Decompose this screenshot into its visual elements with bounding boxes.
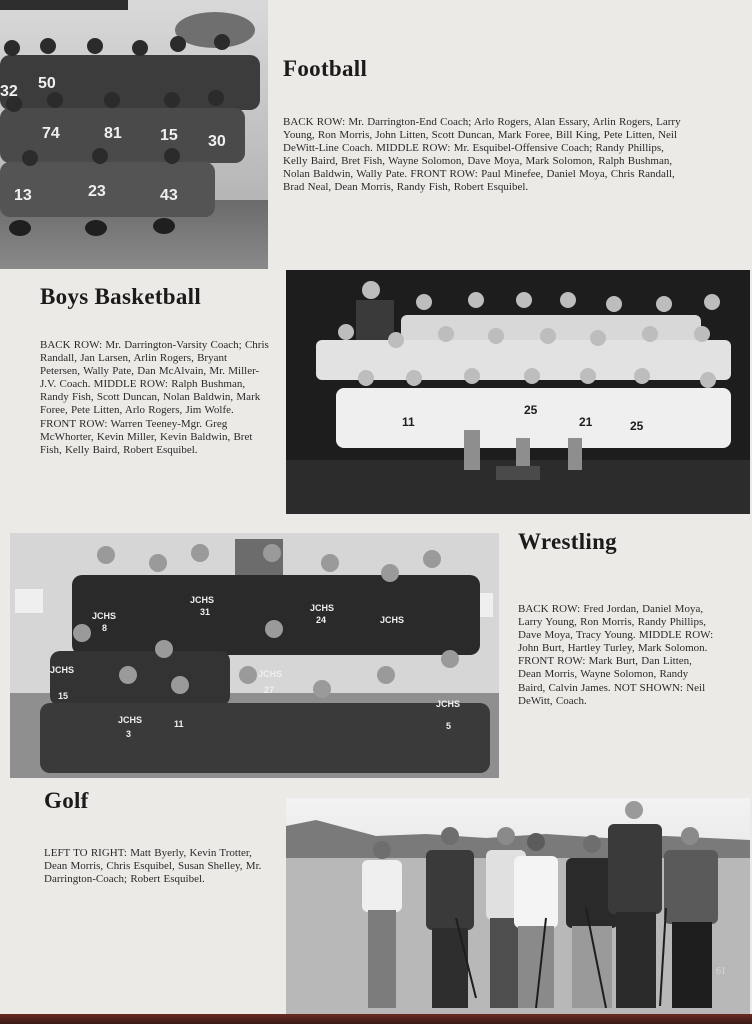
shirt-print: JCHS [436, 699, 461, 709]
basketball-caption: BACK ROW: Mr. Darrington-Varsity Coach; Chris Randall, Jan Larsen, Arlin Rogers, Bryant Petersen, Wally Pate, Dan McAlvain, Mr. Miller-J.V. Coach. MIDDLE ROW: Ralph Bushman, Randy Fish, Scott Duncan, Nolan Baldwin, Mark Foree, Pete Litten, Arlo Rogers, Jim Wolfe. FRONT ROW: Warren Teeney-Mgr. Greg McWhorter, Kevin Miller, Kevin Baldwin, Bret Fish, Kelly Baird, Robert Esquibel. [40, 339, 269, 456]
shirt-number: 5 [446, 721, 452, 731]
shirt-print: JCHS [92, 611, 117, 621]
shirt-print: JCHS [50, 665, 75, 675]
shirt-print: JCHS [310, 603, 335, 613]
page-bottom-edge [0, 1014, 752, 1024]
jersey-number: 25 [524, 403, 538, 417]
football-heading: Football [283, 56, 368, 81]
jersey-number: 74 [42, 125, 60, 142]
shirt-number: 31 [200, 607, 211, 617]
wrestling-heading: Wrestling [518, 529, 617, 554]
basketball-heading: Boys Basketball [40, 284, 202, 309]
shirt-print: JCHS [380, 615, 405, 625]
shirt-print: JCHS [258, 669, 283, 679]
golf-caption: LEFT TO RIGHT: Matt Byerly, Kevin Trotter, Dean Morris, Chris Esquibel, Susan Shelley, Mr. Darrington-Coach; Robert Esquibel. [44, 847, 262, 886]
shirt-number: 24 [316, 615, 327, 625]
shirt-number: 15 [58, 691, 69, 701]
jersey-number: 30 [208, 133, 226, 150]
jersey-number: 43 [160, 187, 178, 204]
jersey-number: 81 [104, 125, 122, 142]
shirt-number: 11 [174, 719, 184, 729]
golf-heading: Golf [44, 788, 89, 813]
wrestling-team-photo [10, 533, 499, 778]
wrestling-caption: BACK ROW: Fred Jordan, Daniel Moya, Larry Young, Ron Morris, Randy Phillips, Dave Moya, Tracy Young. MIDDLE ROW: John Burt, Hartley Turley, Mark Solomon. FRONT ROW: Mark Burt, Dan Litten, Dean Morris, Wayne Solomon, Randy Baird, Calvin James. NOT SHOWN: Neil DeWitt, Coach. [518, 603, 714, 707]
page-number: 61 [716, 966, 726, 977]
shirt-print: JCHS [118, 715, 143, 725]
shirt-number: 8 [102, 623, 108, 633]
jersey-number: 11 [402, 415, 415, 429]
jersey-number: 13 [14, 187, 32, 204]
shirt-number: 3 [126, 729, 132, 739]
jersey-number: 15 [160, 127, 178, 144]
shirt-print: JCHS [190, 595, 215, 605]
jersey-number: 50 [38, 75, 56, 92]
shirt-number: 27 [264, 685, 275, 695]
jersey-number: 25 [630, 419, 644, 433]
jersey-number: 21 [579, 415, 593, 429]
jersey-number: 23 [88, 183, 106, 200]
jersey-number: 32 [0, 83, 18, 100]
football-team-photo [0, 0, 268, 269]
basketball-team-photo [286, 270, 750, 514]
football-caption: BACK ROW: Mr. Darrington-End Coach; Arlo Rogers, Alan Essary, Arlin Rogers, Larry Young, Ron Morris, John Litten, Scott Duncan, Mark Foree, Bill King, Pete Litten, Neil DeWitt-Line Coach. MIDDLE ROW: Mr. Esquibel-Offensive Coach; Randy Phillips, Kelly Baird, Bret Fish, Wayne Solomon, Dave Moya, Mark Solomon, Ralph Bushman, Nolan Baldwin, Wally Pate. FRONT ROW: Paul Minefee, Daniel Moya, Chris Randall, Brad Neal, Dean Morris, Randy Fish, Robert Esquibel. [283, 116, 681, 194]
golf-team-photo [286, 798, 750, 1014]
